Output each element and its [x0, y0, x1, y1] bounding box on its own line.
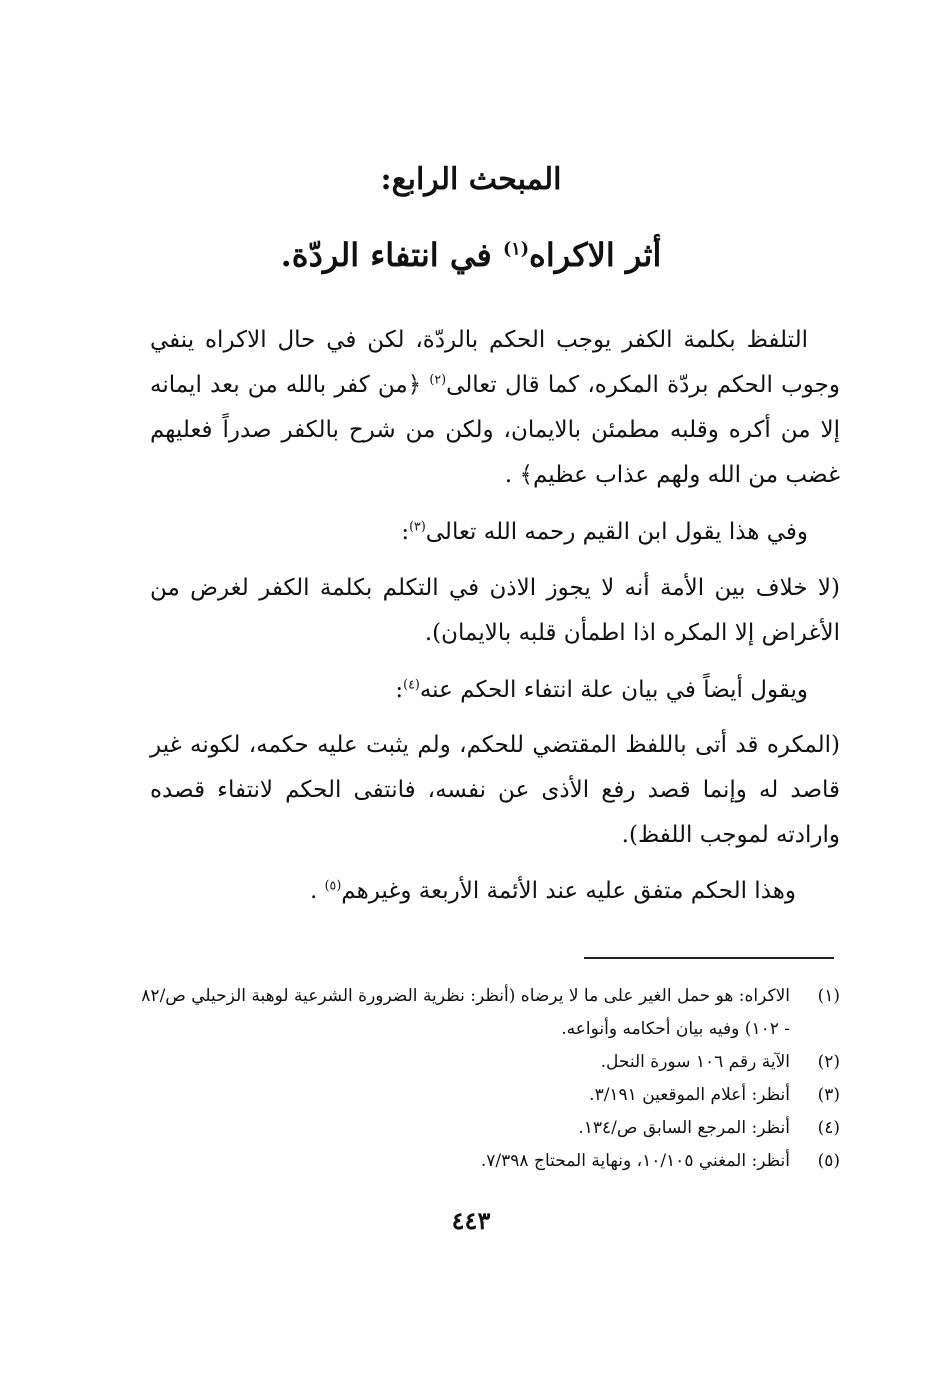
- footnote-text: أنظر: المرجع السابق ص/١٣٤.: [578, 1118, 790, 1138]
- footnote-text: أنظر: المغني ١٠/١٠٥، ونهاية المحتاج ٧/٣٩٨.: [480, 1151, 790, 1171]
- page-number: ٤٤٣: [451, 1206, 491, 1235]
- paragraph-6-text-a: وهذا الحكم متفق عليه عند الأئمة الأربعة وغيرهم: [341, 878, 796, 904]
- paragraph-4-text-a: ويقول أيضاً في بيان علة انتفاء الحكم عنه: [419, 677, 808, 703]
- title-text: أثر الاكراه: [529, 236, 662, 274]
- footnote-2: [140, 1046, 840, 1079]
- footnote-4: [140, 1112, 840, 1145]
- paragraph-1: [150, 318, 840, 498]
- footnote-ref-1: (١): [502, 238, 530, 260]
- footnote-text: الآية رقم ١٠٦ سورة النحل.: [600, 1052, 790, 1072]
- page-title: [0, 236, 942, 274]
- footnote-1: [140, 980, 840, 1046]
- footnote-number: (٣): [817, 1085, 840, 1105]
- footnote-text: أنظر: أعلام الموقعين ٣/١٩١.: [589, 1085, 790, 1105]
- paragraph-6: [150, 869, 840, 914]
- paragraph-4-colon: :: [395, 677, 404, 703]
- footnote-ref-2: (٢): [429, 371, 447, 387]
- paragraph-5-quote: (المكره قد أتى باللفظ المقتضي للحكم، ولم يثبت عليه حكمه، لكونه غير قاصد له وإنما قصد رفع الأذى عن نفسه، فانتفى الحكم لانتفاء قصده وارادته لموجب اللفظ).: [150, 732, 840, 848]
- paragraph-2: [150, 510, 840, 555]
- footnote-number: (٢): [817, 1052, 840, 1072]
- footnote-ref-4: (٤): [403, 676, 420, 692]
- paragraph-6-end: .: [309, 878, 325, 904]
- footnote-ref-5: (٥): [324, 877, 342, 893]
- paragraph-1-quran-verse: ﴿من كفر بالله من بعد ايمانه إلا من أكره وقلبه مطمئن بالايمان، ولكن من شرح بالكفر صدراً فعليهم غضب من الله ولهم عذاب عظيم﴾ .: [150, 372, 840, 488]
- footnote-3: [140, 1079, 840, 1112]
- footnote-5: [140, 1145, 840, 1178]
- footnote-divider: [584, 957, 834, 959]
- footnote-text: الاكراه: هو حمل الغير على ما لا يرضاه (أنظر: نظرية الضرورة الشرعية لوهبة الزحيلي ص/٨٢ - ١٠٢) وفيه بيان أحكامه وأنواعه.: [141, 986, 790, 1039]
- paragraph-2-colon: :: [401, 519, 410, 545]
- footnote-number: (٥): [817, 1151, 840, 1171]
- section-label: المبحث الرابع:: [380, 162, 562, 197]
- footnotes: [140, 980, 840, 1178]
- footnote-ref-3: (٣): [409, 518, 426, 534]
- paragraph-4: [150, 668, 840, 713]
- paragraph-1-text-a: التلفظ بكلمة الكفر يوجب الحكم بالردّة، لكن في حال الاكراه ينفي وجوب الحكم بردّة المكره، كما قال تعالى: [150, 327, 840, 398]
- title-rest: في انتفاء الردّة.: [280, 236, 503, 274]
- paragraph-3-quote: (لا خلاف بين الأمة أنه لا يجوز الاذن في التكلم بكلمة الكفر لغرض من الأغراض إلا المكره اذا اطمأن قلبه بالايمان).: [150, 575, 840, 646]
- footnote-number: (١): [817, 986, 840, 1006]
- paragraph-2-text-a: وفي هذا يقول ابن القيم رحمه الله تعالى: [425, 519, 808, 545]
- footnote-number: (٤): [817, 1118, 840, 1138]
